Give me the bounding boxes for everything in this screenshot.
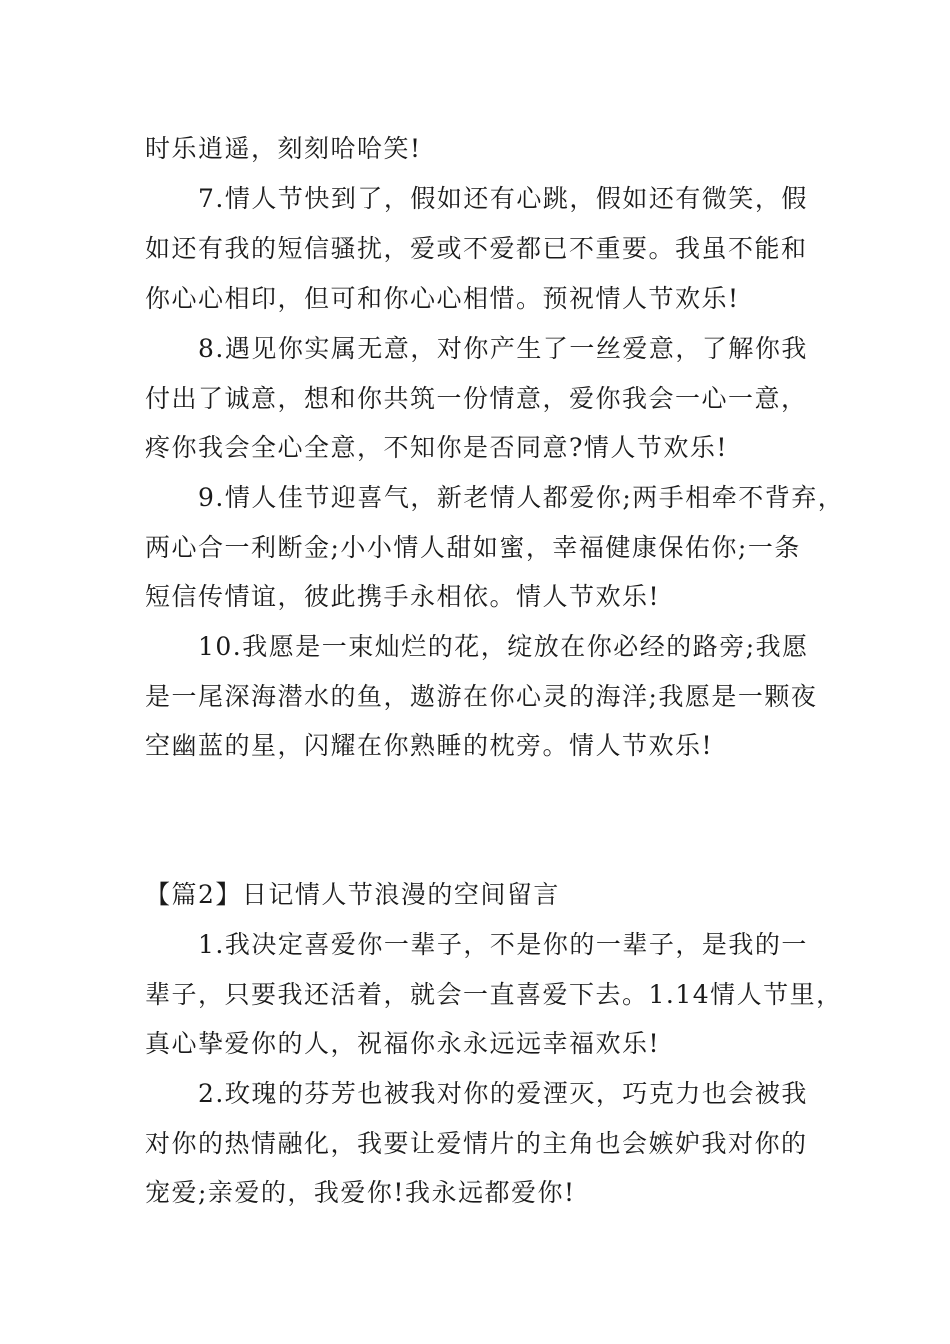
paragraph-10-line-1: 10.我愿是一束灿烂的花，绽放在你必经的路旁;我愿 — [198, 632, 809, 661]
section-paragraph-1-line-1: 1.我决定喜爱你一辈子，不是你的一辈子，是我的一 — [198, 930, 808, 959]
text-line: 时乐逍遥，刻刻哈哈笑! — [145, 134, 422, 163]
text-line: 如还有我的短信骚扰，爱或不爱都已不重要。我虽不能和 — [145, 234, 808, 263]
text-line: 辈子，只要我还活着，就会一直喜爱下去。1.14情人节里， — [145, 980, 843, 1009]
text-line: 空幽蓝的星，闪耀在你熟睡的枕旁。情人节欢乐! — [145, 731, 714, 760]
text-line: 短信传情谊，彼此携手永相依。情人节欢乐! — [145, 582, 661, 611]
text-line: 两心合一利断金;小小情人甜如蜜，幸福健康保佑你;一条 — [145, 533, 801, 562]
text-line: 是一尾深海潜水的鱼，遨游在你心灵的海洋;我愿是一颗夜 — [145, 682, 818, 711]
text-line: 真心挚爱你的人，祝福你永永远远幸福欢乐! — [145, 1029, 661, 1058]
paragraph-7-line-1: 7.情人节快到了，假如还有心跳，假如还有微笑，假 — [198, 184, 808, 213]
paragraph-8-line-1: 8.遇见你实属无意，对你产生了一丝爱意，了解你我 — [198, 334, 808, 363]
text-line: 付出了诚意，想和你共筑一份情意，爱你我会一心一意， — [145, 384, 808, 413]
text-line: 你心心相印，但可和你心心相惜。预祝情人节欢乐! — [145, 284, 740, 313]
text-line: 疼你我会全心全意，不知你是否同意?情人节欢乐! — [145, 433, 728, 462]
paragraph-9-line-1: 9.情人佳节迎喜气，新老情人都爱你;两手相牵不背弃， — [198, 483, 845, 512]
section-heading: 【篇2】日记情人节浪漫的空间留言 — [145, 880, 560, 909]
text-line: 宠爱;亲爱的，我爱你!我永远都爱你! — [145, 1178, 576, 1207]
section-paragraph-2-line-1: 2.玫瑰的芬芳也被我对你的爱湮灭，巧克力也会被我 — [198, 1079, 808, 1108]
text-line: 对你的热情融化，我要让爱情片的主角也会嫉妒我对你的 — [145, 1129, 808, 1158]
